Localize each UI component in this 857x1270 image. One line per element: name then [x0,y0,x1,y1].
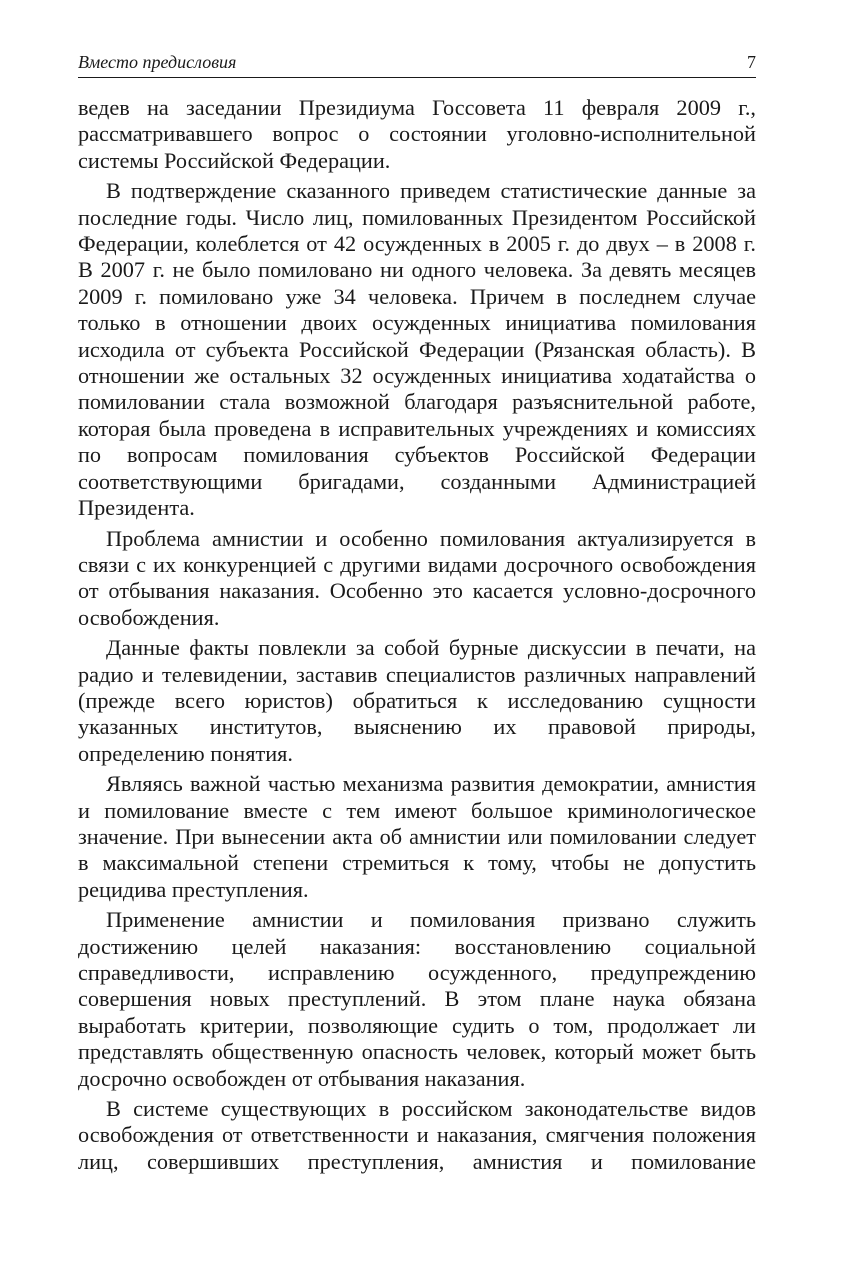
paragraph: Применение амнистии и помилования призвано служить достижению целей наказания: восстановлению социальной справедливости, исправлению осужденного, предупреждению совершения новых преступлений. В этом плане наука обязана выработать критерии, позволяющие судить о том, продолжает ли представлять общественную опасность человек, который может быть досрочно освобожден от отбывания наказания. [78,907,756,1091]
book-page [78,50,756,1179]
running-header [78,50,756,78]
paragraph: Данные факты повлекли за собой бурные дискуссии в печати, на радио и телевидении, заставив специалистов различных направлений (прежде всего юристов) обратиться к исследованию сущности указанных институтов, выяснению их правовой природы, определению понятия. [78,635,756,766]
paragraph-continued-next-page: В системе существующих в российском законодательстве видов освобождения от ответственности и наказания, смягчения положения лиц, совершивших преступления, амнистия и помилование [78,1096,756,1174]
paragraph-continuation: ведев на заседании Президиума Госсовета 11 февраля 2009 г., рассматривавшего вопрос о состоянии уголовно-исполнительной системы Российской Федерации. [78,95,756,173]
paragraph: В подтверждение сказанного приведем статистические данные за последние годы. Число лиц, помилованных Президентом Российской Федерации, колеблется от 42 осужденных в 2005 г. до двух – в 2008 г. В 2007 г. не было помиловано ни одного человека. За девять месяцев 2009 г. помиловано уже 34 человека. Причем в последнем случае только в отношении двоих осужденных инициатива помилования исходила от субъекта Российской Федерации (Рязанская область). В отношении же остальных 32 осужденных инициатива ходатайства о помиловании стала возможной благодаря разъяснительной работе, которая была проведена в исправительных учреждениях и комиссиях по вопросам помилования субъектов Российской Федерации соответствующими бригадами, созданными Администрацией Президента. [78,178,756,521]
page-number: 7 [747,52,756,72]
paragraph: Являясь важной частью механизма развития демократии, амнистия и помилование вместе с тем имеют большое криминологическое значение. При вынесении акта об амнистии или помиловании следует в максимальной степени стремиться к тому, чтобы не допустить рецидива преступления. [78,771,756,902]
paragraph: Проблема амнистии и особенно помилования актуализируется в связи с их конкуренцией с другими видами досрочного освобождения от отбывания наказания. Особенно это касается условно-досрочного освобождения. [78,525,756,630]
body-text [78,95,756,1175]
running-title: Вместо предисловия [78,52,237,72]
